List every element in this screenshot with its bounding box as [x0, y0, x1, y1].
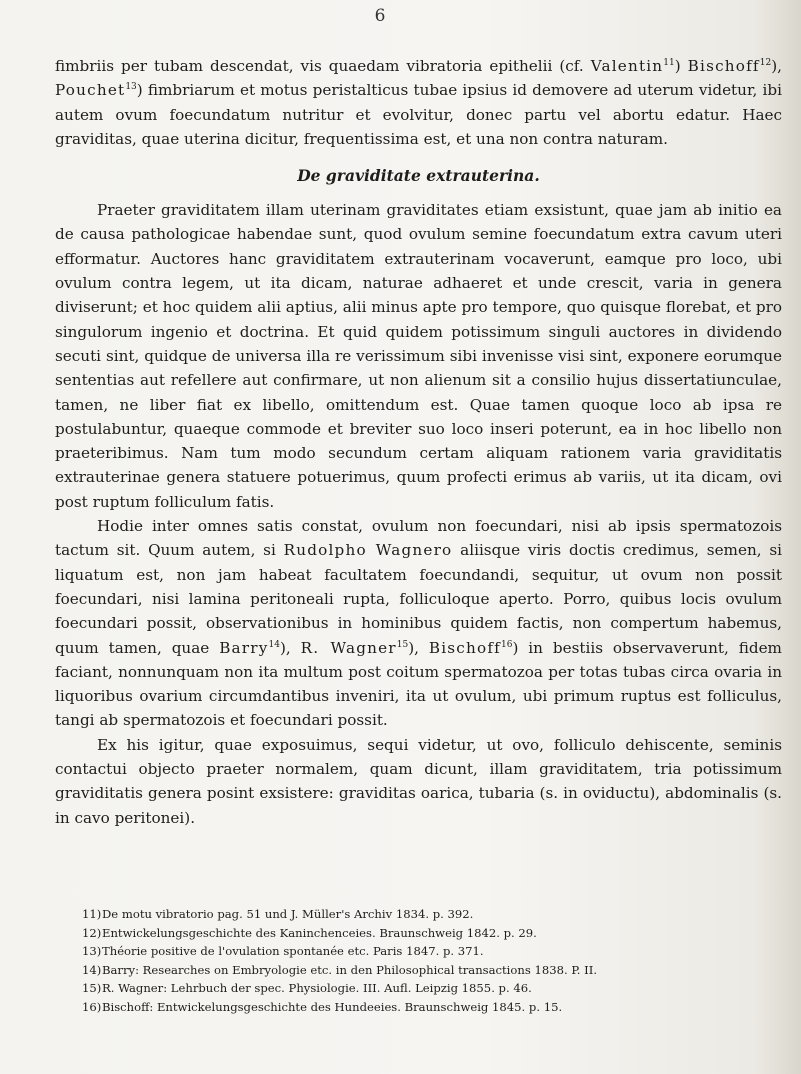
footnote [82, 998, 782, 1017]
page-number: 6 [374, 6, 386, 26]
footnote-ref: 15 [396, 639, 409, 650]
section-heading: De graviditate extrauterina. [297, 166, 540, 186]
text-run: fimbriis per tubam descendat, vis quaedam vibratoria epithelii (cf. [55, 57, 591, 75]
footnote-text: Théorie positive de l'ovulation spontanée etc. Paris 1847. p. 371. [102, 944, 484, 958]
author-name: Rudolpho Wagnero [283, 541, 453, 560]
author-name: Bischoff [428, 638, 501, 657]
footnote-number: 16) [82, 999, 102, 1014]
footnote [82, 905, 782, 924]
footnote-ref: 14 [268, 639, 280, 650]
footnotes [82, 905, 782, 1016]
author-name: Barry [219, 638, 269, 657]
text-run: ) in bestiis observaverunt, fidem faciant, nonnunquam non ita multum post coitum spermatozoa per totas tubas circa ovaria in liquoribus ovarium circumdantibus inveniri, ita ut ovulum, ubi primum ruptus est folliculus, tangi ab spermatozois et foecundari possit. [55, 638, 782, 730]
footnote-ref: 16 [500, 639, 513, 650]
author-name: Pouchet [55, 81, 126, 100]
footnote-number: 13) [82, 944, 102, 958]
footnote-number: 11) [82, 907, 102, 921]
text-run: ) fimbriarum et motus peristalticus tubae ipsius id demovere ad uterum videtur, ibi autem ovum foecundatum nutritur et evolvitur, donec partu vel abortu edatur. Haec graviditas, quae uterina dicitur, frequentissima est, et una non contra naturam. [55, 81, 782, 148]
footnote-number: 15) [82, 981, 102, 995]
footnote-number: 14) [82, 962, 102, 977]
paragraph-3 [55, 514, 782, 733]
footnote [82, 961, 782, 980]
footnote [82, 942, 782, 961]
footnote-text: Barry: Researches on Embryologie etc. in den Philosophical transactions 1838. P. II. [102, 962, 598, 977]
footnote-ref: 12 [759, 57, 772, 68]
text-run: Hodie inter omnes satis constat, ovulum non foecundari, nisi ab ipsis spermatozois tactum sit. Quum autem, si [55, 517, 782, 560]
author-name: Valentin [590, 57, 664, 75]
footnote [82, 924, 782, 943]
paragraph-4: Ex his igitur, quae exposuimus, sequi videtur, ut ovo, folliculo dehiscente, seminis contactui objecto praeter normalem, quam dicunt, illam graviditatem, tria potissimum graviditatis genera posint exsistere: graviditas oarica, tubaria (s. in oviductu), abdominalis (s. in cavo peritonei). [55, 735, 782, 827]
footnote-text: R. Wagner: Lehrbuch der spec. Physiologie. III. Aufl. Leipzig 1855. p. 46. [102, 981, 532, 995]
author-name: Bischoff [687, 57, 760, 75]
main-text [55, 54, 782, 830]
text-run: ) [674, 57, 688, 75]
author-name: R. Wagner [300, 638, 397, 657]
footnote-text: Entwickelungsgeschichte des Kaninchenceies. Braunschweig 1842. p. 29. [102, 925, 537, 940]
footnote [82, 979, 782, 998]
paragraph-1 [55, 54, 782, 151]
footnote-ref: 13 [125, 82, 137, 93]
text-run: ), [279, 638, 301, 657]
text-run: ), [408, 638, 429, 657]
paragraph-2: Praeter graviditatem illam uterinam graviditates etiam exsistunt, quae jam ab initio ea de causa pathologicae habendae sunt, quod ovulum semine foecundatum extra cavum uteri efformatur. Auctores hanc graviditatem extrauterinam vocaverunt, eamque pro loco, ubi ovulum contra legem, ut ita dicam, naturae adhaeret et unde crescit, varia in genera diviserunt; et hoc quidem alii aptius, alii minus apte pro tempore, quo quisque florebat, et pro singulorum ingenio et doctrina. Et quid quidem potissimum singuli auctores in dividendo secuti sint, quidque de universa illa re verissimum sibi invenisse visi sint, exponere eorumque sententias aut refellere aut confirmare, ut non alienum sit a consilio hujus dissertatiunculae, tamen, ne liber fiat ex libello, omittendum est. Quae tamen quoque loco ab ipsa re postulabuntur, quaeque commode et breviter suo loco inseri poterunt, ea in hoc libello non praeteribimus. Nam tum modo secundum certam aliquam rationem varia graviditatis extrauterinae genera statuere potuerimus, quum profecti erimus ab variis, ut ita dicam, ovi post ruptum folliculum fatis. [55, 201, 782, 511]
text-run: ), [771, 57, 782, 75]
footnote-text: Bischoff: Entwickelungsgeschichte des Hundeeies. Braunschweig 1845. p. 15. [102, 999, 563, 1014]
footnote-ref: 11 [663, 57, 675, 68]
footnote-number: 12) [82, 925, 102, 940]
text-run: aliisque viris doctis credimus, semen, si liquatum est, non jam habeat facultatem foecundandi, sequitur, ut ovum non possit foecundari, nisi lamina peritoneali rupta, folliculoque aperto. Porro, quibus locis ovulum foecundari possit, observationibus in hominibus quidem factis, non compertum habemus, quum tamen, quae [55, 541, 782, 657]
footnote-text: De motu vibratorio pag. 51 und J. Müller's Archiv 1834. p. 392. [102, 907, 474, 921]
